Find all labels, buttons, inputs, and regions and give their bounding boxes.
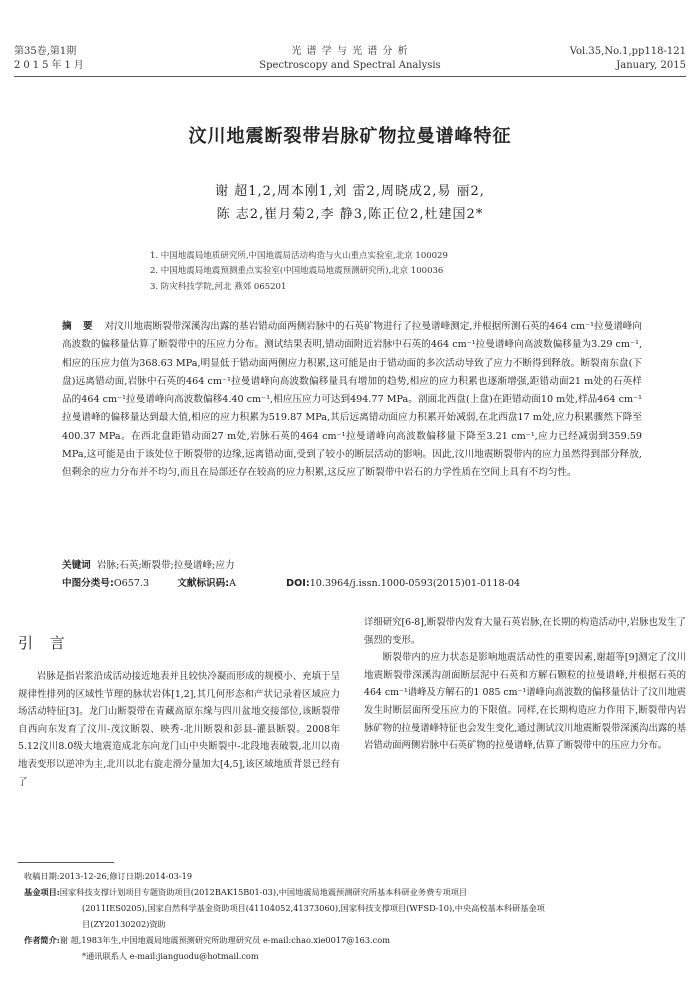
paper-title: 汶川地震断裂带岩脉矿物拉曼谱峰特征 xyxy=(188,126,512,147)
fund-text-1: 国家科技支撑计划项目专题资助项目(2012BAK15B01-03),中国地震局地震预测研究所基本科研业务费专项项目 xyxy=(59,887,468,897)
classification xyxy=(62,576,662,592)
intro-paragraph-2: 断裂带内的应力状态是影响地震活动性的重要因素,谢超等[9]测定了汶川地震断裂带深溪沟剖面断层泥中石英和方解石颗粒的拉曼谱峰,并根据石英的464 cm⁻¹谱峰及方解石的1 085 cm⁻¹谱峰向高波数的偏移量估计了汶川地震发生时断层面所受压应力的下限值。同样,在长期构造应力作用下,断裂带内岩脉矿物的拉曼谱峰特征也会发生变化,通过测试汶川地震断裂带深溪沟出露的基岩错动面两侧岩脉中石英矿物的拉曼谱峰,估算了断裂带中的压应力分布。 xyxy=(364,652,686,752)
affiliation-2: 2. 中国地震局地震预测重点实验室(中国地震局地震预测研究所),北京 100036 xyxy=(150,266,444,276)
affiliation-1: 1. 中国地震局地质研究所,中国地震局活动构造与火山重点实验室,北京 100029 xyxy=(150,251,448,261)
footnote-received xyxy=(24,868,684,884)
left-column xyxy=(18,668,340,791)
journal-month: January, 2015 xyxy=(616,60,686,71)
abstract xyxy=(62,318,642,483)
header-rule xyxy=(14,76,686,77)
journal-volume: 第35卷,第1期 xyxy=(14,46,77,57)
fund-label: 基金项目: xyxy=(24,887,60,897)
clc-value: O657.3 xyxy=(113,578,150,589)
author-label: 作者简介: xyxy=(24,935,60,945)
affiliation-3: 3. 防灾科技学院,河北 燕郊 065201 xyxy=(150,282,287,292)
doc-code-value: A xyxy=(229,578,237,589)
received-dates: 收稿日期:2013-12-26,修订日期:2014-03-19 xyxy=(24,871,193,881)
author-text: 谢 超,1983年生,中国地震局地震预测研究所助理研究员 e-mail:chao.xie0017@163.com xyxy=(59,935,390,945)
corresponding-author: *通讯联系人 e-mail:jianguodu@hotmail.com xyxy=(82,951,259,961)
clc-label: 中图分类号: xyxy=(62,578,114,589)
intro-paragraph-1: 岩脉是指岩浆沿成活动接近地表并且较快冷凝而形成的规模小、充填于呈规律性排列的区域性节理的脉状岩体[1,2],其几何形态和产状记录着区域应力场活动特征[3]。龙门山断裂带在青藏高原东缘与四川盆地交接部位,该断裂带自西向东发育了汶川-茂汶断裂、映秀-北川断裂和彭县-灌县断裂。2008年5.12汶川8.0级大地震造成北东向龙门山中央断裂中-北段地表破裂,北川以南地表变形以逆冲为主,北川以北右旋走滑分量加大[4,5],该区域地质背景已经有了 xyxy=(18,671,340,788)
journal-date: 2015年1月 xyxy=(14,60,87,71)
journal-title-cn: 光 谱 学 与 光 谱 分 析 xyxy=(291,46,409,57)
abstract-label: 摘 要 xyxy=(62,321,97,332)
section-heading: 引 言 xyxy=(18,634,71,652)
footnote-fund xyxy=(24,884,684,900)
abstract-text: 对汶川地震断裂带深溪沟出露的基岩错动面两侧岩脉中的石英矿物进行了拉曼谱峰测定,并根据所测石英的464 cm⁻¹拉曼谱峰向高波数的偏移量估算了断裂带中的压应力分布。测试结果表明,错动面附近岩脉中石英的464 cm⁻¹拉曼谱峰向高波数偏移量为3.29 cm⁻¹,相应的压应力值为368.63 MPa,明显低于错动面两侧应力积累,这可能是由于错动面的多次活动导致了应力不断得到释放。断裂南东盘(下盘)远离错动面,岩脉中石英的464 cm⁻¹拉曼谱峰向高波数偏移量具有增加的趋势,相应的应力积累也逐渐增强,距错动面21 m处的石英样品的464 cm⁻¹拉曼谱峰向高波数偏移4.40 cm⁻¹,相应压应力可达到494.77 MPa。剖面北西盘(上盘)在距错动面10 m处,样品464 cm⁻¹拉曼谱峰的偏移量达到最大值,相应的应力积累为519.87 MPa,其后远离错动面应力积累开始减弱,在北西盘17 m处,应力积累骤然下降至400.37 MPa。在西北盘距错动面27 m处,岩脉石英的464 cm⁻¹拉曼谱峰向高波数偏移量下降至3.21 cm⁻¹,应力已经减弱到359.59 MPa,这可能是由于该处位于断裂带的边缘,远离错动面,受到了较小的断层活动的影响。因此,汶川地震断裂带内的应力虽然得到部分释放,但剩余的应力分布并不均匀,而且在局部还存在较高的应力积累,这反应了断裂带中岩石的力学性质在空间上具有不均匀性。 xyxy=(62,321,643,479)
journal-pages: Vol.35,No.1,pp118-121 xyxy=(569,46,686,57)
authors-line1: 谢 超1,2,周本刚1,刘 雷2,周晓成2,易 丽2, xyxy=(215,184,485,199)
fund-text-3: 目(ZY20130202)资助 xyxy=(82,919,166,929)
keywords-label: 关键词 xyxy=(62,560,91,571)
doi-label: DOI: xyxy=(286,578,310,589)
keywords-text: 岩脉;石英;断裂带;拉曼谱峰;应力 xyxy=(96,560,235,571)
intro-paragraph-continued: 详细研究[6-8],断裂带内发育大量石英岩脉,在长期的构造活动中,岩脉也发生了强烈的变形。 xyxy=(364,617,686,646)
doc-code-label: 文献标识码: xyxy=(177,578,230,589)
journal-title-en: Spectroscopy and Spectral Analysis xyxy=(259,60,441,71)
footnote-rule xyxy=(18,862,114,863)
doi-value: 10.3964/j.issn.1000-0593(2015)01-0118-04 xyxy=(309,578,521,589)
right-column xyxy=(364,614,686,755)
footnote-author xyxy=(24,932,684,948)
fund-text-2: (2011IES0205),国家自然科学基金资助项目(41104052,41373060),国家科技支撑项目(WFSD-10),中央高校基本科研基金项 xyxy=(82,903,545,913)
authors-line2: 陈 志2,崔月菊2,李 静3,陈正位2,杜建国2* xyxy=(216,207,484,222)
keywords xyxy=(62,558,235,574)
